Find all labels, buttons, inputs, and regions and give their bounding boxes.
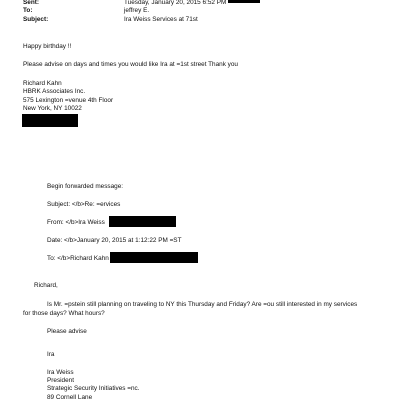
forwarded-sig-company: Strategic Security Initiatives =nc. [47, 385, 140, 392]
redaction-box [109, 216, 176, 227]
subject-value: Ira Weiss Services at 71st [124, 16, 198, 23]
forwarded-salutation: Richard, [34, 282, 58, 289]
signature-address-line1: 575 Lexington =venue 4th Floor [23, 97, 114, 104]
request-text: Please advise on days and times you would like Ira at =1st street Thank you [23, 61, 238, 68]
forwarded-subject-line: Subject: </b>Re: =ervices [47, 201, 121, 208]
forwarded-sig-name: Ira Weiss [47, 369, 74, 376]
forwarded-date-line: Date: </b>January 20, 2015 at 1:12:22 PM =ST [47, 237, 182, 244]
redaction-box [22, 114, 78, 127]
to-label: To: [23, 7, 33, 14]
forwarded-question-line2: for those days? What hours? [23, 310, 105, 317]
signature-name: Richard Kahn [23, 80, 62, 87]
signature-company: HBRK Associates Inc. [23, 88, 86, 95]
forwarded-short-sign: Ira [47, 351, 55, 358]
sent-label: Sent: [23, 0, 39, 6]
redaction-box [228, 0, 260, 3]
forwarded-please-advise: Please advise [47, 328, 87, 335]
forwarded-to-line: To: </b>Richard Kahn [47, 255, 109, 262]
redaction-box [110, 252, 198, 263]
to-value: jeffrey E. [124, 7, 150, 14]
subject-label: Subject: [23, 16, 49, 23]
greeting-text: Happy birthday !! [23, 43, 72, 50]
forwarded-sig-address: 89 Cornell Lane [47, 394, 93, 401]
signature-address-line2: New York, NY 10022 [23, 105, 82, 112]
forwarded-sig-title: President [47, 377, 74, 384]
forwarded-from-line: From: </b>Ira Weiss [47, 219, 105, 226]
forwarded-intro: Begin forwarded message: [47, 183, 124, 190]
forwarded-question-line1: Is Mr. =pstein still planning on traveling to NY this Thursday and Friday? Are =ou still interested in my services [47, 301, 358, 308]
sent-value: Tuesday, January 20, 2015 6:52 PM [124, 0, 227, 6]
